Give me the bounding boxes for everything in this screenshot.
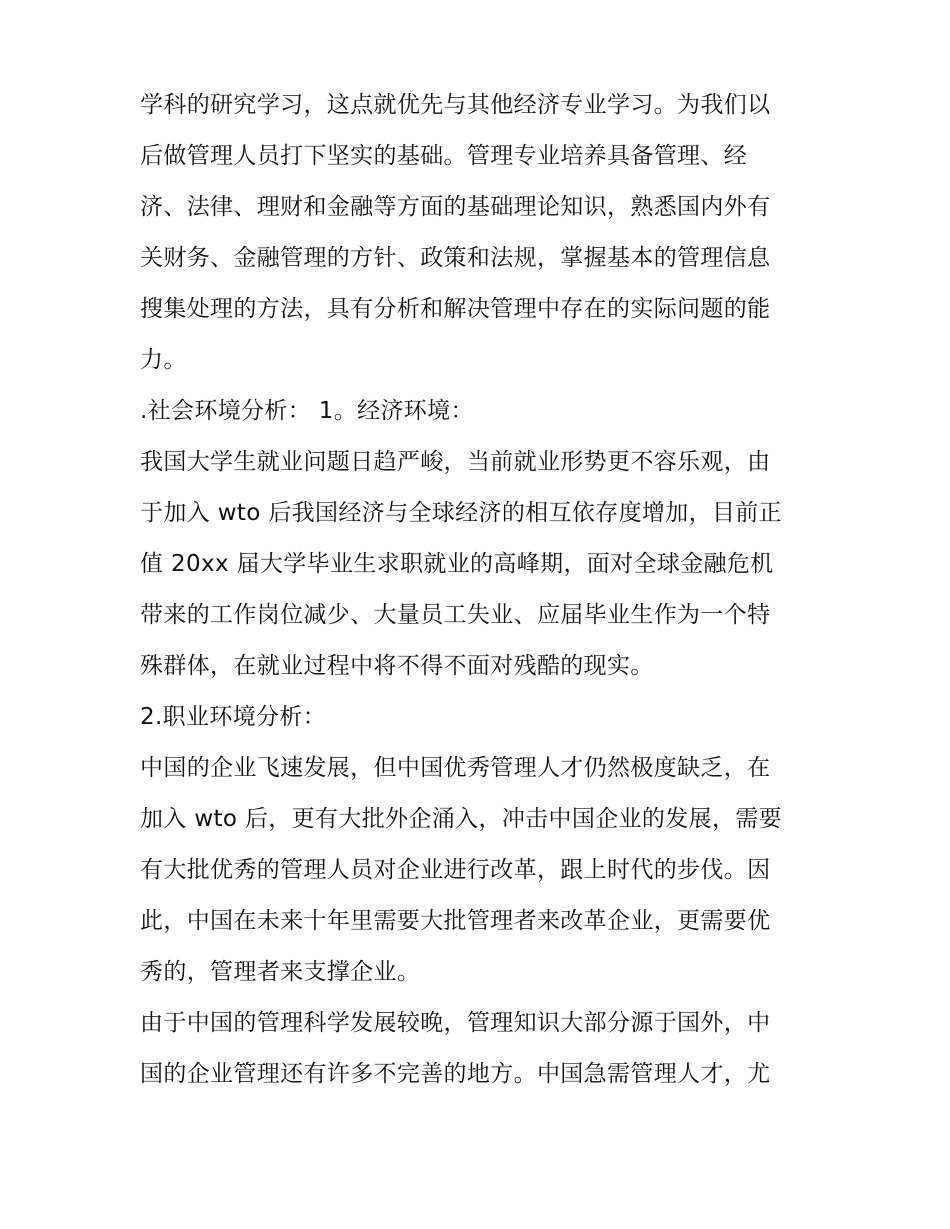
- text-line: 我国大学生就业问题日趋严峻，当前就业形势更不容乐观，由: [140, 449, 771, 475]
- text-line: 中国的企业飞速发展，但中国优秀管理人才仍然极度缺乏，在: [140, 755, 771, 781]
- section-heading: .社会环境分析： 1。经济环境：: [140, 398, 474, 424]
- text-line: 后做管理人员打下坚实的基础。管理专业培养具备管理、经: [140, 143, 748, 169]
- text-line: 国的企业管理还有许多不完善的地方。中国急需管理人才，尤: [140, 1061, 771, 1087]
- text-line: 此，中国在未来十年里需要大批管理者来改革企业，更需要优: [140, 908, 771, 934]
- text-line: 搜集处理的方法，具有分析和解决管理中存在的实际问题的能: [140, 296, 771, 322]
- text-line: 于加入 wto 后我国经济与全球经济的相互依存度增加，目前正: [140, 500, 783, 526]
- text-line: 秀的，管理者来支撑企业。: [140, 959, 421, 985]
- text-line: 加入 wto 后，更有大批外企涌入，冲击中国企业的发展，需要: [140, 806, 783, 832]
- document-body: [140, 80, 820, 1100]
- text-line: 由于中国的管理科学发展较晚，管理知识大部分源于国外，中: [140, 1010, 771, 1036]
- section-heading: 2.职业环境分析：: [140, 704, 327, 730]
- text-line: 济、法律、理财和金融等方面的基础理论知识，熟悉国内外有: [140, 194, 771, 220]
- text-line: 带来的工作岗位减少、大量员工失业、应届毕业生作为一个特: [140, 602, 771, 628]
- text-line: 有大批优秀的管理人员对企业进行改革，跟上时代的步伐。因: [140, 857, 771, 883]
- text-line: 关财务、金融管理的方针、政策和法规，掌握基本的管理信息: [140, 245, 771, 271]
- text-line: 学科的研究学习，这点就优先与其他经济专业学习。为我们以: [140, 92, 771, 118]
- text-line: 殊群体，在就业过程中将不得不面对残酷的现实。: [140, 653, 654, 679]
- text-line: 值 20xx 届大学毕业生求职就业的高峰期，面对全球金融危机: [140, 551, 774, 577]
- text-line: 力。: [140, 347, 187, 373]
